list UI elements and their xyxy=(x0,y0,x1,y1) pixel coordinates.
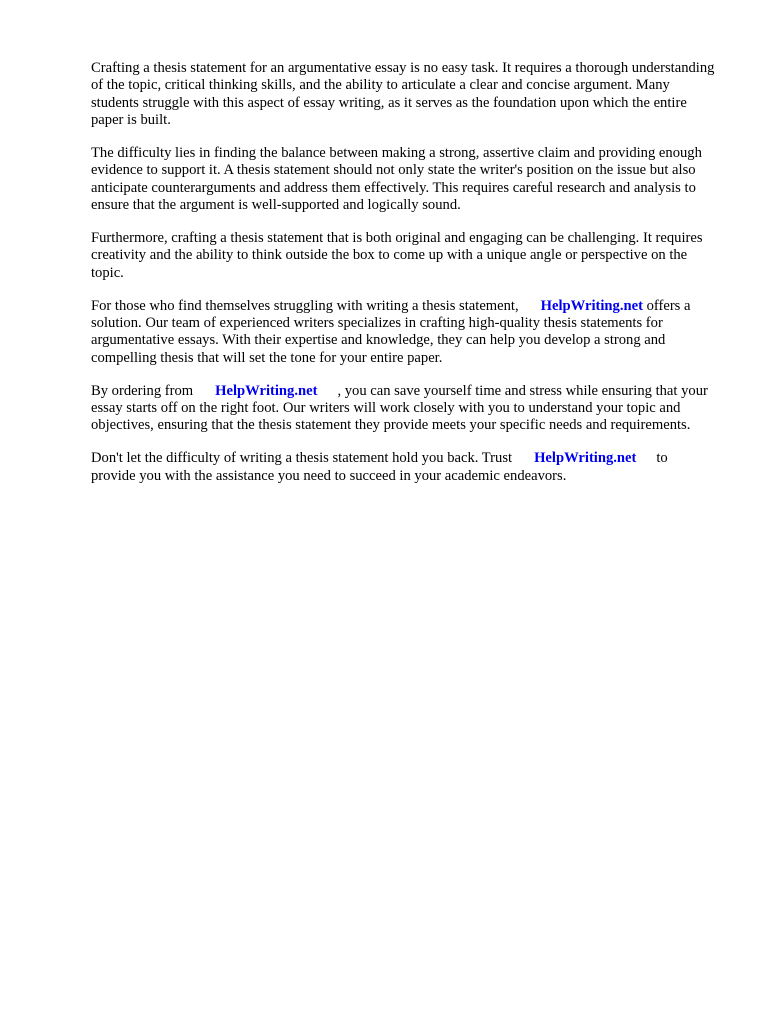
paragraph-6 xyxy=(91,450,715,485)
paragraph-1 xyxy=(91,60,715,130)
paragraph-4-text-before: For those who find themselves struggling with writing a thesis statement, xyxy=(91,297,519,314)
paragraph-3-text: Furthermore, crafting a thesis statement that is both original and engaging can be challenging. It requires creativity and the ability to think outside the box to come up with a unique angle or perspective on the topic. xyxy=(91,230,703,281)
helpwriting-link-1[interactable]: HelpWriting.net xyxy=(540,297,643,314)
paragraph-2 xyxy=(91,145,715,215)
paragraph-6-text-after: to provide you with the assistance you need to succeed in your academic endeavors. xyxy=(91,450,668,484)
paragraph-3 xyxy=(91,230,715,282)
paragraph-5 xyxy=(91,383,715,435)
helpwriting-link-3[interactable]: HelpWriting.net xyxy=(534,450,637,467)
paragraph-4-text-after: offers a solution. Our team of experienced writers specializes in crafting high-quality thesis statements for argumentative essays. With their expertise and knowledge, they can help you develop a strong and compelling thesis that will set the tone for your entire paper. xyxy=(91,297,691,366)
paragraph-6-text-before: Don't let the difficulty of writing a thesis statement hold you back. Trust xyxy=(91,450,513,467)
helpwriting-link-2[interactable]: HelpWriting.net xyxy=(215,382,318,399)
paragraph-5-text-before: By ordering from xyxy=(91,382,194,399)
paragraph-2-text: The difficulty lies in finding the balance between making a strong, assertive claim and providing enough evidence to support it. A thesis statement should not only state the writer's position on the issue but also anticipate counterarguments and address them effectively. This requires careful research and analysis to ensure that the argument is well-supported and logically sound. xyxy=(91,145,702,214)
paragraph-1-text: Crafting a thesis statement for an argumentative essay is no easy task. It requires a thorough understanding of the topic, critical thinking skills, and the ability to articulate a clear and concise argument. Many students struggle with this aspect of essay writing, as it serves as the foundation upon which the entire paper is built. xyxy=(91,60,715,129)
document-body xyxy=(91,60,715,500)
paragraph-5-text-after: , you can save yourself time and stress while ensuring that your essay starts off on the right foot. Our writers will work closely with you to understand your topic and objectives, ensuring that the thesis statement they provide meets your specific needs and requirements. xyxy=(91,382,708,434)
paragraph-4 xyxy=(91,298,715,368)
